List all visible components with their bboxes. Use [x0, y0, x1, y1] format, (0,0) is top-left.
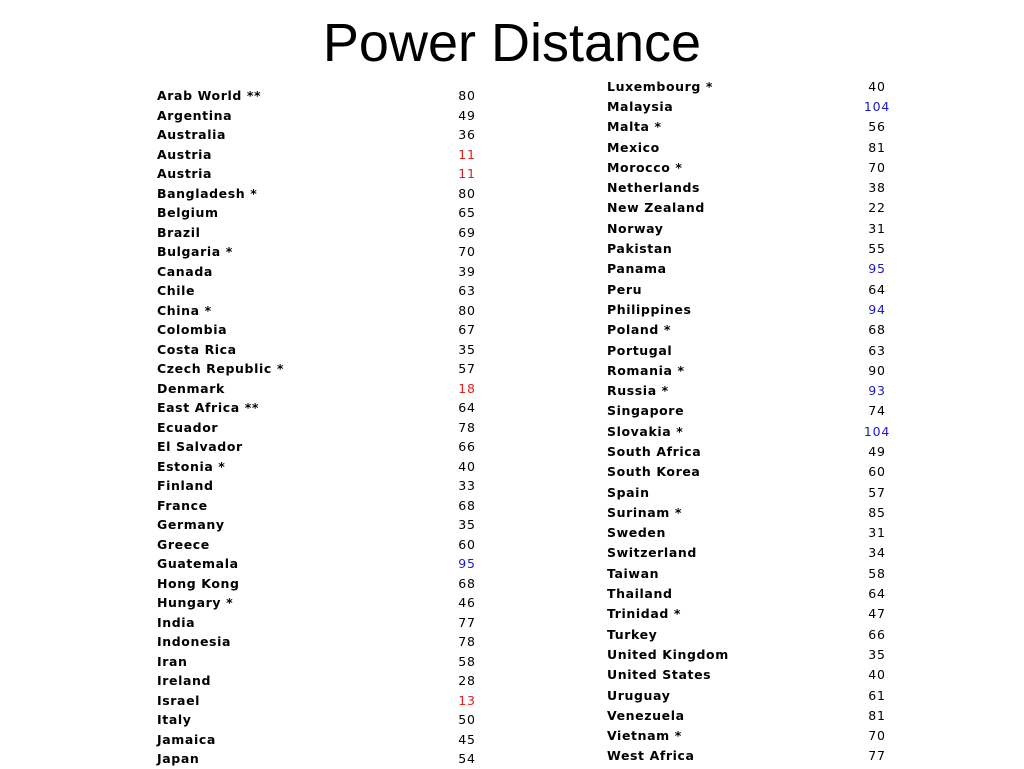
table-row	[607, 462, 897, 482]
table-row	[157, 652, 487, 672]
power-distance-score: 57	[868, 484, 886, 500]
table-row	[157, 301, 487, 321]
country-name: United Kingdom	[607, 646, 729, 662]
country-name: West Africa	[607, 748, 695, 764]
table-row	[157, 496, 487, 516]
table-row	[157, 203, 487, 223]
table-row	[607, 583, 897, 603]
power-distance-score: 65	[458, 205, 476, 221]
power-distance-score: 28	[458, 673, 476, 689]
table-row	[607, 198, 897, 218]
power-distance-score: 90	[868, 362, 886, 378]
table-row	[157, 106, 487, 126]
country-name: Czech Republic *	[157, 361, 284, 377]
table-row	[157, 164, 487, 184]
table-row	[157, 86, 487, 106]
country-name: El Salvador	[157, 439, 243, 455]
table-row	[607, 644, 897, 664]
table-row	[607, 726, 897, 746]
power-distance-score: 40	[868, 667, 886, 683]
table-row	[607, 705, 897, 725]
power-distance-score: 57	[458, 361, 476, 377]
power-distance-score: 33	[458, 478, 476, 494]
country-name: Ireland	[157, 673, 212, 689]
country-name: Trinidad *	[607, 606, 682, 622]
table-row	[607, 523, 897, 543]
country-name: Portugal	[607, 342, 673, 358]
table-row	[607, 117, 897, 137]
country-name: Uruguay	[607, 687, 671, 703]
country-name: South Korea	[607, 464, 701, 480]
table-row	[607, 320, 897, 340]
country-name: Iran	[157, 653, 188, 669]
power-distance-score: 93	[868, 383, 886, 399]
table-row	[157, 340, 487, 360]
power-distance-score: 78	[458, 634, 476, 650]
power-distance-score: 18	[458, 380, 476, 396]
country-name: Germany	[157, 517, 225, 533]
country-name: Norway	[607, 220, 664, 236]
table-row	[157, 671, 487, 691]
country-name: Jamaica	[157, 731, 216, 747]
power-distance-score: 31	[868, 220, 886, 236]
power-distance-score: 77	[868, 748, 886, 764]
country-name: Australia	[157, 127, 226, 143]
table-row	[157, 574, 487, 594]
country-name: Belgium	[157, 205, 219, 221]
table-row	[607, 299, 897, 319]
power-distance-score: 60	[868, 464, 886, 480]
table-row	[607, 543, 897, 563]
country-name: Switzerland	[607, 545, 697, 561]
power-distance-score: 56	[868, 119, 886, 135]
country-name: Colombia	[157, 322, 228, 338]
right-country-table	[607, 76, 897, 766]
power-distance-score: 95	[458, 556, 476, 572]
country-name: East Africa **	[157, 400, 259, 416]
table-row	[607, 137, 897, 157]
country-name: Indonesia	[157, 634, 232, 650]
table-row	[157, 593, 487, 613]
country-name: Chile	[157, 283, 196, 299]
country-name: South Africa	[607, 443, 702, 459]
table-row	[607, 421, 897, 441]
power-distance-score: 40	[458, 458, 476, 474]
power-distance-score: 46	[458, 595, 476, 611]
power-distance-score: 34	[868, 545, 886, 561]
country-name: Thailand	[607, 586, 673, 602]
power-distance-score: 69	[458, 224, 476, 240]
table-row	[607, 482, 897, 502]
country-name: Mexico	[607, 139, 660, 155]
country-name: Singapore	[607, 403, 685, 419]
country-name: Finland	[157, 478, 214, 494]
country-name: Spain	[607, 484, 650, 500]
power-distance-score: 60	[458, 536, 476, 552]
country-name: Ecuador	[157, 419, 219, 435]
power-distance-score: 81	[868, 707, 886, 723]
table-row	[607, 746, 897, 766]
country-name: India	[157, 614, 196, 630]
power-distance-score: 77	[458, 614, 476, 630]
table-row	[607, 76, 897, 96]
power-distance-score: 58	[458, 653, 476, 669]
table-row	[157, 613, 487, 633]
table-row	[607, 380, 897, 400]
power-distance-score: 64	[868, 281, 886, 297]
table-row	[607, 563, 897, 583]
table-row	[157, 281, 487, 301]
country-name: Netherlands	[607, 180, 701, 196]
country-name: Israel	[157, 692, 201, 708]
power-distance-score: 80	[458, 88, 476, 104]
table-row	[157, 710, 487, 730]
country-name: Philippines	[607, 301, 692, 317]
country-name: Argentina	[157, 107, 233, 123]
country-name: Guatemala	[157, 556, 239, 572]
power-distance-score: 22	[868, 200, 886, 216]
country-name: Turkey	[607, 626, 658, 642]
table-row	[157, 184, 487, 204]
power-distance-score: 70	[458, 244, 476, 260]
table-row	[607, 401, 897, 421]
power-distance-score: 39	[458, 263, 476, 279]
power-distance-score: 70	[868, 728, 886, 744]
country-name: Greece	[157, 536, 210, 552]
power-distance-score: 47	[868, 606, 886, 622]
table-row	[607, 218, 897, 238]
table-row	[607, 441, 897, 461]
table-row	[157, 515, 487, 535]
country-name: Taiwan	[607, 565, 660, 581]
table-row	[607, 259, 897, 279]
country-name: Austria	[157, 166, 213, 182]
power-distance-score: 35	[868, 646, 886, 662]
country-name: Austria	[157, 146, 213, 162]
table-row	[607, 665, 897, 685]
power-distance-score: 38	[868, 180, 886, 196]
country-name: Malaysia	[607, 98, 674, 114]
power-distance-score: 68	[868, 322, 886, 338]
page-title: Power Distance	[322, 13, 702, 73]
table-row	[157, 476, 487, 496]
country-name: Slovakia *	[607, 423, 684, 439]
power-distance-score: 68	[458, 497, 476, 513]
power-distance-score: 64	[458, 400, 476, 416]
power-distance-score: 104	[863, 98, 891, 114]
power-distance-score: 11	[458, 146, 476, 162]
table-row	[157, 535, 487, 555]
power-distance-score: 36	[458, 127, 476, 143]
power-distance-score: 49	[458, 107, 476, 123]
table-row	[157, 730, 487, 750]
country-name: Malta *	[607, 119, 662, 135]
country-name: China *	[157, 302, 212, 318]
power-distance-score: 63	[458, 283, 476, 299]
power-distance-score: 45	[458, 731, 476, 747]
power-distance-score: 80	[458, 185, 476, 201]
left-country-table	[157, 86, 487, 769]
table-row	[157, 691, 487, 711]
country-name: Panama	[607, 261, 667, 277]
table-row	[607, 604, 897, 624]
country-name: Italy	[157, 712, 192, 728]
country-name: Japan	[157, 751, 200, 767]
country-name: Luxembourg *	[607, 78, 714, 94]
country-name: New Zealand	[607, 200, 705, 216]
country-name: Vietnam *	[607, 728, 682, 744]
table-row	[607, 360, 897, 380]
table-row	[607, 279, 897, 299]
power-distance-score: 95	[868, 261, 886, 277]
power-distance-score: 49	[868, 443, 886, 459]
power-distance-score: 11	[458, 166, 476, 182]
power-distance-score: 67	[458, 322, 476, 338]
power-distance-score: 94	[868, 301, 886, 317]
country-name: Sweden	[607, 525, 666, 541]
power-distance-score: 78	[458, 419, 476, 435]
country-name: Bangladesh *	[157, 185, 258, 201]
table-row	[157, 262, 487, 282]
power-distance-score: 80	[458, 302, 476, 318]
table-row	[157, 437, 487, 457]
table-row	[157, 418, 487, 438]
table-row	[157, 242, 487, 262]
country-name: Bulgaria *	[157, 244, 233, 260]
table-row	[157, 554, 487, 574]
power-distance-score: 35	[458, 341, 476, 357]
table-row	[157, 359, 487, 379]
power-distance-score: 66	[458, 439, 476, 455]
country-name: Denmark	[157, 380, 225, 396]
table-row	[157, 320, 487, 340]
power-distance-score: 50	[458, 712, 476, 728]
power-distance-score: 81	[868, 139, 886, 155]
country-name: Costa Rica	[157, 341, 237, 357]
power-distance-score: 55	[868, 241, 886, 257]
country-name: Morocco *	[607, 159, 683, 175]
table-row	[607, 502, 897, 522]
power-distance-score: 35	[458, 517, 476, 533]
country-name: Hungary *	[157, 595, 234, 611]
power-distance-score: 13	[458, 692, 476, 708]
table-row	[157, 379, 487, 399]
country-name: France	[157, 497, 208, 513]
power-distance-score: 54	[458, 751, 476, 767]
power-distance-score: 85	[868, 504, 886, 520]
power-distance-score: 63	[868, 342, 886, 358]
country-name: Estonia *	[157, 458, 226, 474]
country-name: United States	[607, 667, 712, 683]
table-row	[607, 238, 897, 258]
power-distance-score: 66	[868, 626, 886, 642]
country-name: Poland *	[607, 322, 672, 338]
power-distance-score: 74	[868, 403, 886, 419]
country-name: Pakistan	[607, 241, 673, 257]
power-distance-score: 58	[868, 565, 886, 581]
country-name: Russia *	[607, 383, 669, 399]
table-row	[157, 223, 487, 243]
table-row	[157, 632, 487, 652]
country-name: Arab World **	[157, 88, 262, 104]
table-row	[607, 685, 897, 705]
country-name: Peru	[607, 281, 643, 297]
power-distance-score: 61	[868, 687, 886, 703]
table-row	[157, 145, 487, 165]
power-distance-score: 40	[868, 78, 886, 94]
power-distance-score: 68	[458, 575, 476, 591]
table-row	[607, 624, 897, 644]
table-row	[157, 457, 487, 477]
power-distance-score: 104	[863, 423, 891, 439]
table-row	[607, 340, 897, 360]
table-row	[607, 177, 897, 197]
power-distance-score: 64	[868, 586, 886, 602]
power-distance-score: 31	[868, 525, 886, 541]
table-row	[607, 96, 897, 116]
country-name: Hong Kong	[157, 575, 240, 591]
country-name: Venezuela	[607, 707, 685, 723]
power-distance-score: 70	[868, 159, 886, 175]
table-row	[157, 749, 487, 769]
country-name: Surinam *	[607, 504, 682, 520]
table-row	[157, 125, 487, 145]
country-name: Brazil	[157, 224, 201, 240]
country-name: Canada	[157, 263, 213, 279]
table-row	[607, 157, 897, 177]
table-row	[157, 398, 487, 418]
country-name: Romania *	[607, 362, 685, 378]
